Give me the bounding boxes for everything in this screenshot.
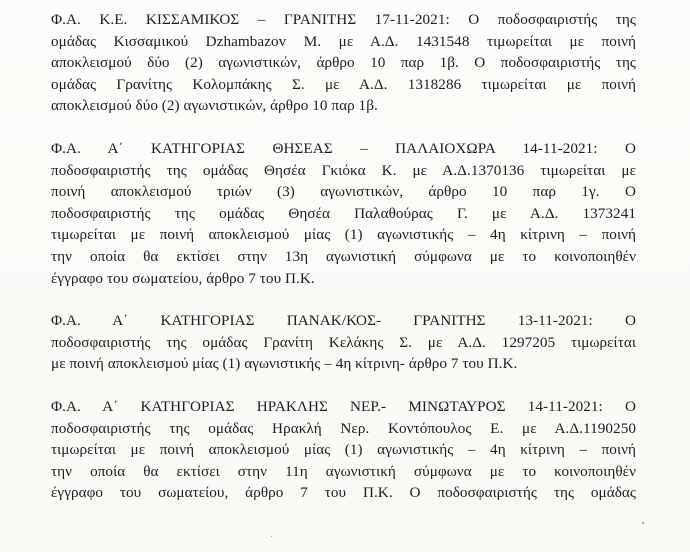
text-line: Φ.Α. Α΄ ΚΑΤΗΓΟΡΙΑΣ ΠΑΝΑΚ/ΚΟΣ- ΓΡΑΝΙΤΗΣ 13-11-2021: Ο xyxy=(51,312,636,330)
text-line: ποδοσφαιριστής της ομάδας Ηρακλή Νερ. Κοντόπουλος Ε. με Α.Δ.1190250 xyxy=(51,419,636,437)
paragraph-iraklis-minotavros xyxy=(51,396,636,504)
text-line: την οποία θα εκτίσει στην 11η αγωνιστική σύμφωνα με το κοινοποιηθέν xyxy=(51,462,636,480)
paragraph-panakrotiriakos-granitis xyxy=(51,310,636,375)
text-line: ποινή αποκλεισμού τριών (3) αγωνιστικών, άρθρο 10 παρ 1γ. Ο xyxy=(51,183,636,201)
text-line: με ποινή αποκλεισμού μίας (1) αγωνιστικής – 4η κίτρινη- άρθρο 7 του Π.Κ. xyxy=(51,355,518,373)
text-line: ομάδας Κισσαμικού Dzhambazov Μ. με Α.Δ. 1431548 τιμωρείται με ποινή xyxy=(51,32,636,50)
text-line: Φ.Α. Κ.Ε. ΚΙΣΣΑΜΙΚΟΣ – ΓΡΑΝΙΤΗΣ 17-11-2021: Ο ποδοσφαιριστής της xyxy=(51,11,636,28)
text-line: αποκλεισμού δύο (2) αγωνιστικών, άρθρο 10 παρ 1β. xyxy=(51,97,378,115)
scan-speck xyxy=(271,536,272,537)
text-line: Φ.Α. Α΄ ΚΑΤΗΓΟΡΙΑΣ ΘΗΣΕΑΣ – ΠΑΛΑΙΟΧΩΡΑ 14-11-2021: Ο xyxy=(51,139,636,157)
paragraph-kissamikos-granitis xyxy=(51,9,636,117)
text-line: την οποία θα εκτίσει στην 13η αγωνιστική σύμφωνα με το κοινοποιηθέν xyxy=(51,247,636,265)
text-line: τιμωρείται με ποινή αποκλεισμού μίας (1) αγωνιστικής – 4η κίτρινη – ποινή xyxy=(51,441,636,459)
document-body xyxy=(51,9,636,504)
text-line: τιμωρείται με ποινή αποκλεισμού μίας (1) αγωνιστικής – 4η κίτρινη – ποινή xyxy=(51,226,636,244)
text-line: ποδοσφαιριστής της ομάδας Θησέα Γκιόκα Κ. με Α.Δ.1370136 τιμωρείται με xyxy=(51,161,636,179)
scan-speck xyxy=(642,522,644,524)
text-line: αποκλεισμού δύο (2) αγωνιστικών, άρθρο 10 παρ 1β. Ο ποδοσφαιριστής της xyxy=(51,54,636,72)
text-line: Φ.Α. Α΄ ΚΑΤΗΓΟΡΙΑΣ ΗΡΑΚΛΗΣ ΝΕΡ.- ΜΙΝΩΤΑΥΡΟΣ 14-11-2021: Ο xyxy=(51,397,636,415)
paragraph-theseas-palaiochora xyxy=(51,138,636,289)
text-line: ποδοσφαιριστής της ομάδας Γρανίτη Κελάκης Σ. με Α.Δ. 1297205 τιμωρείται xyxy=(51,333,636,351)
text-line: ομάδας Γρανίτης Κολομπάκης Σ. με Α.Δ. 1318286 τιμωρείται με ποινή xyxy=(51,75,636,93)
text-line: έγγραφο του σωματείου, άρθρο 7 του Π.Κ. xyxy=(51,269,315,287)
text-line: έγγραφο του σωματείου, άρθρο 7 του Π.Κ. Ο ποδοσφαιριστής της ομάδας xyxy=(51,484,636,502)
text-line: ποδοσφαιριστής της ομάδας Θησέα Παλαθούρας Γ. με Α.Δ. 1373241 xyxy=(51,204,636,222)
